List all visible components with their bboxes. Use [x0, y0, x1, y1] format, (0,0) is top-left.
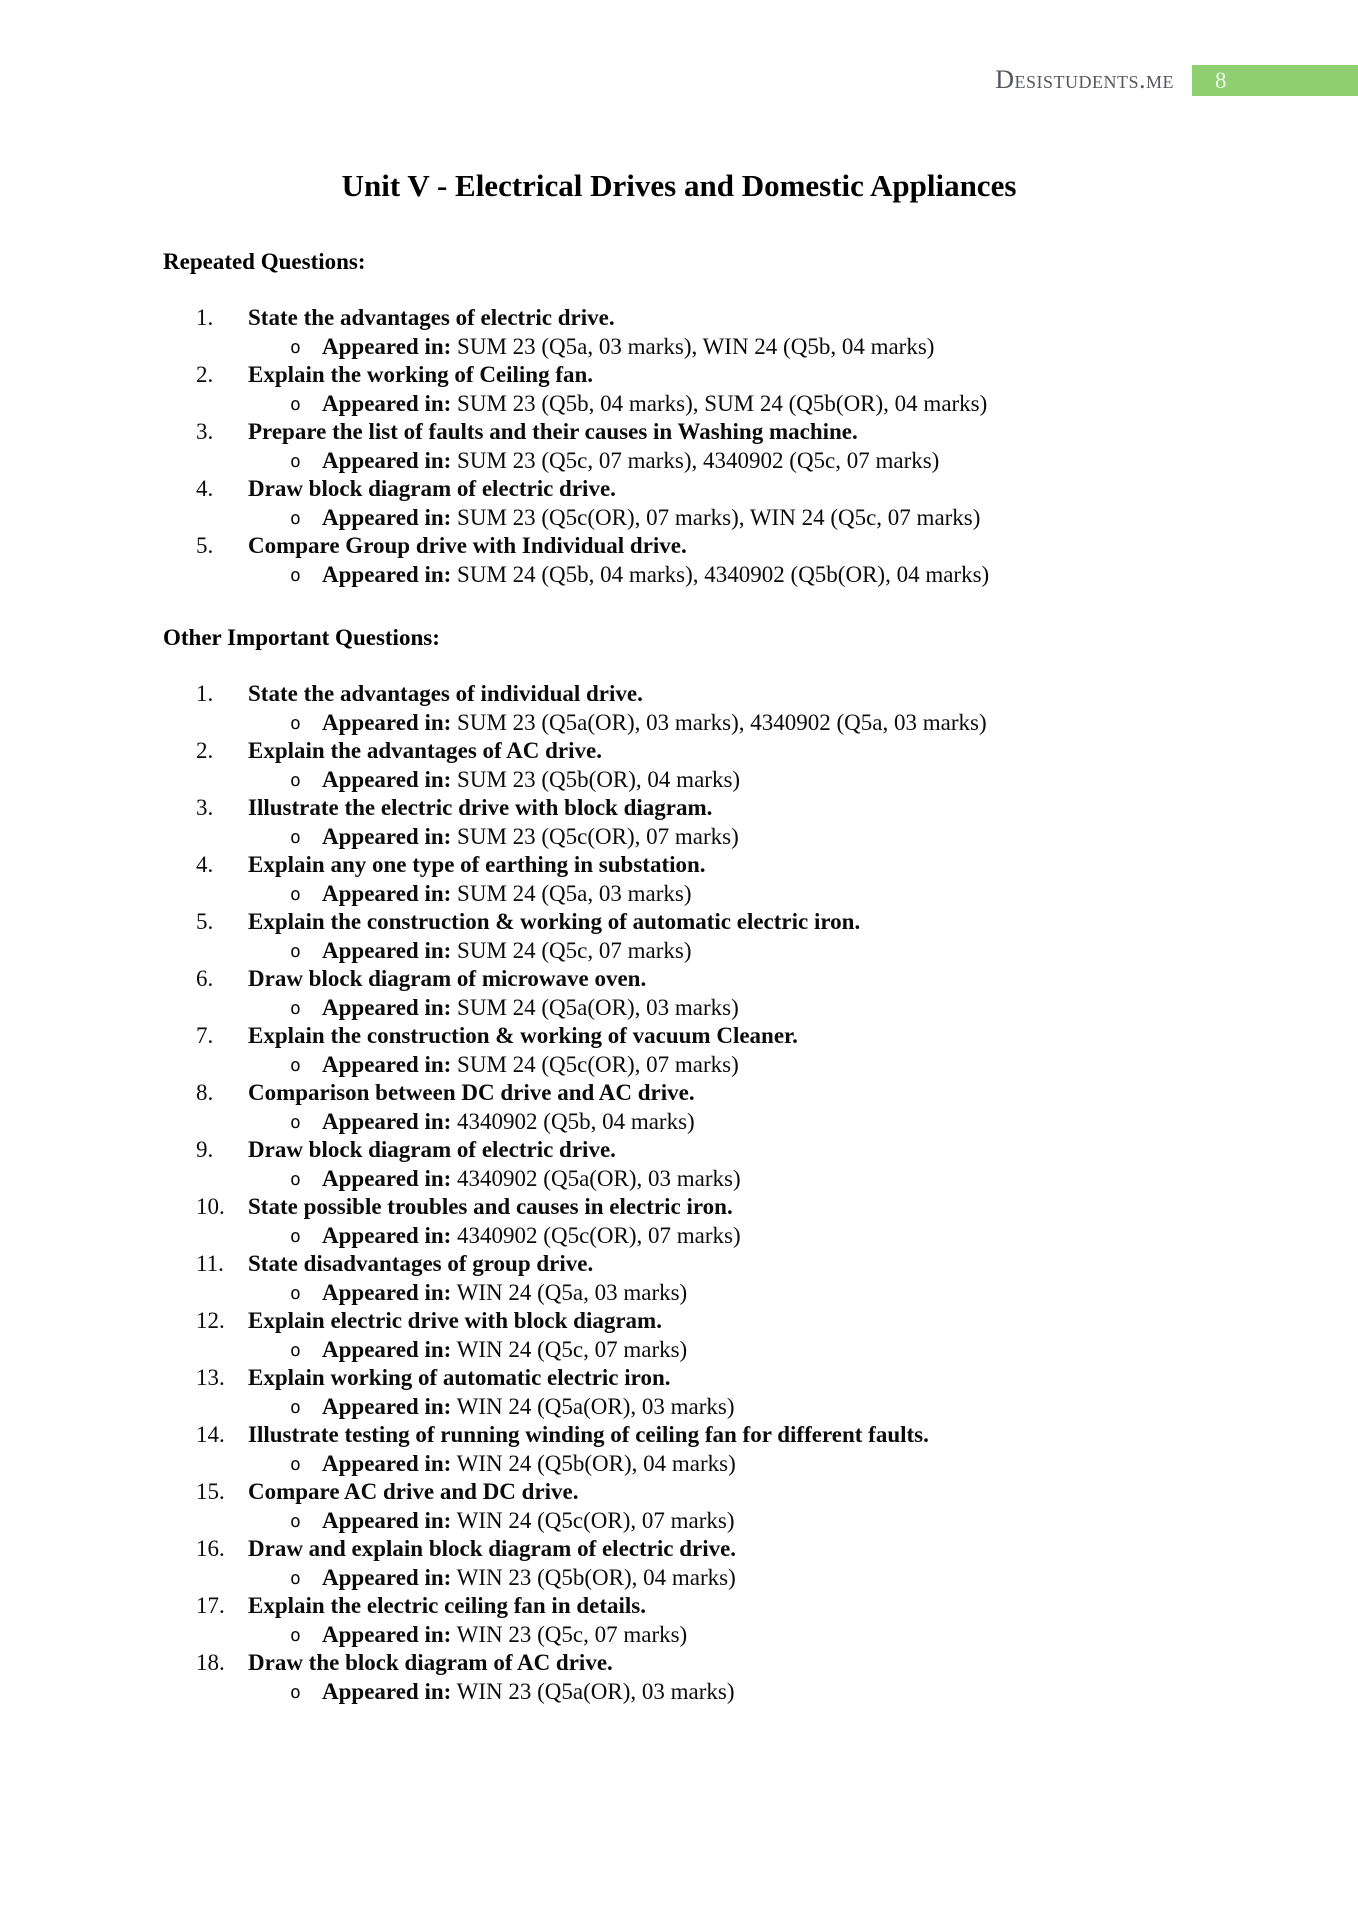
question-line — [196, 1478, 1258, 1507]
appeared-label: Appeared in: — [322, 1393, 452, 1419]
appeared-value: WIN 23 (Q5c, 07 marks) — [456, 1621, 688, 1647]
appeared-value: 4340902 (Q5b, 04 marks) — [457, 1108, 695, 1134]
circle-bullet-icon: o — [290, 826, 301, 848]
appeared-line — [248, 1678, 1258, 1707]
question-item — [196, 475, 1258, 532]
question-number: 12. — [196, 1308, 225, 1333]
question-number: 13. — [196, 1365, 225, 1390]
question-text: Comparison between DC drive and AC drive. — [248, 1080, 695, 1105]
circle-bullet-icon: o — [290, 1282, 301, 1304]
site-name: Desistudents.me — [995, 65, 1174, 94]
question-item — [196, 680, 1258, 737]
appeared-value: SUM 24 (Q5c(OR), 07 marks) — [457, 1051, 739, 1077]
question-number: 14. — [196, 1422, 225, 1447]
appeared-label: Appeared in: — [322, 1336, 452, 1362]
appeared-line — [248, 1051, 1258, 1080]
circle-bullet-icon: o — [290, 564, 301, 586]
appeared-line — [248, 1108, 1258, 1137]
circle-bullet-icon: o — [290, 1567, 301, 1589]
question-item — [196, 1649, 1258, 1706]
question-line — [196, 794, 1258, 823]
question-item — [196, 1307, 1258, 1364]
question-text: Draw the block diagram of AC drive. — [248, 1650, 613, 1675]
question-text: Explain any one type of earthing in substation. — [248, 852, 706, 877]
appeared-value: WIN 24 (Q5c, 07 marks) — [456, 1336, 688, 1362]
appeared-label: Appeared in: — [322, 1564, 452, 1590]
question-text: State possible troubles and causes in electric iron. — [248, 1194, 733, 1219]
circle-bullet-icon: o — [290, 1225, 301, 1247]
question-number: 4. — [196, 476, 214, 501]
question-line — [196, 1250, 1258, 1279]
appeared-value: SUM 24 (Q5c, 07 marks) — [457, 937, 692, 963]
appeared-line — [248, 709, 1258, 738]
question-number: 7. — [196, 1023, 214, 1048]
question-item — [196, 908, 1258, 965]
question-number: 16. — [196, 1536, 225, 1561]
circle-bullet-icon: o — [290, 997, 301, 1019]
question-item — [196, 1364, 1258, 1421]
question-line — [196, 680, 1258, 709]
page-number-badge — [1192, 65, 1358, 96]
question-list — [163, 680, 1258, 1706]
question-number: 10. — [196, 1194, 225, 1219]
appeared-label: Appeared in: — [322, 504, 452, 530]
appeared-line — [248, 390, 1258, 419]
question-item — [196, 1421, 1258, 1478]
question-text: Explain the construction & working of automatic electric iron. — [248, 909, 861, 934]
question-text: Explain the working of Ceiling fan. — [248, 362, 594, 387]
question-number: 5. — [196, 533, 214, 558]
circle-bullet-icon: o — [290, 940, 301, 962]
appeared-value: SUM 23 (Q5b, 04 marks), SUM 24 (Q5b(OR), 04 marks) — [457, 390, 988, 416]
appeared-line — [248, 880, 1258, 909]
appeared-value: SUM 23 (Q5a, 03 marks), WIN 24 (Q5b, 04 marks) — [457, 333, 935, 359]
page-header — [995, 63, 1358, 97]
question-number: 5. — [196, 909, 214, 934]
question-item — [196, 418, 1258, 475]
appeared-label: Appeared in: — [322, 561, 452, 587]
appeared-value: SUM 23 (Q5a(OR), 03 marks), 4340902 (Q5a, 03 marks) — [457, 709, 987, 735]
question-item — [196, 532, 1258, 589]
question-section — [163, 623, 1258, 1706]
question-number: 3. — [196, 795, 214, 820]
question-text: Illustrate testing of running winding of ceiling fan for different faults. — [248, 1422, 929, 1447]
question-line — [196, 1079, 1258, 1108]
question-text: State disadvantages of group drive. — [248, 1251, 594, 1276]
appeared-label: Appeared in: — [322, 1108, 452, 1134]
appeared-label: Appeared in: — [322, 447, 452, 473]
appeared-line — [248, 766, 1258, 795]
question-text: Illustrate the electric drive with block diagram. — [248, 795, 713, 820]
appeared-value: WIN 24 (Q5b(OR), 04 marks) — [456, 1450, 736, 1476]
appeared-value: SUM 24 (Q5a, 03 marks) — [457, 880, 692, 906]
appeared-line — [248, 333, 1258, 362]
appeared-line — [248, 561, 1258, 590]
appeared-label: Appeared in: — [322, 1222, 452, 1248]
question-line — [196, 737, 1258, 766]
appeared-line — [248, 1165, 1258, 1194]
question-text: Draw block diagram of electric drive. — [248, 476, 616, 501]
circle-bullet-icon: o — [290, 1510, 301, 1532]
appeared-line — [248, 1336, 1258, 1365]
circle-bullet-icon: o — [290, 1054, 301, 1076]
question-number: 11. — [196, 1251, 224, 1276]
circle-bullet-icon: o — [290, 1681, 301, 1703]
question-line — [196, 908, 1258, 937]
circle-bullet-icon: o — [290, 883, 301, 905]
question-number: 9. — [196, 1137, 214, 1162]
appeared-label: Appeared in: — [322, 709, 452, 735]
appeared-value: WIN 23 (Q5a(OR), 03 marks) — [456, 1678, 735, 1704]
question-number: 1. — [196, 305, 214, 330]
appeared-line — [248, 1450, 1258, 1479]
circle-bullet-icon: o — [290, 1168, 301, 1190]
question-item — [196, 1079, 1258, 1136]
circle-bullet-icon: o — [290, 1396, 301, 1418]
question-item — [196, 1136, 1258, 1193]
appeared-label: Appeared in: — [322, 1621, 452, 1647]
appeared-label: Appeared in: — [322, 1450, 452, 1476]
appeared-label: Appeared in: — [322, 937, 452, 963]
circle-bullet-icon: o — [290, 1111, 301, 1133]
appeared-value: SUM 24 (Q5a(OR), 03 marks) — [457, 994, 739, 1020]
appeared-line — [248, 1621, 1258, 1650]
appeared-label: Appeared in: — [322, 1678, 452, 1704]
appeared-line — [248, 1564, 1258, 1593]
question-line — [196, 1193, 1258, 1222]
appeared-line — [248, 994, 1258, 1023]
question-number: 6. — [196, 966, 214, 991]
question-item — [196, 851, 1258, 908]
question-line — [196, 1022, 1258, 1051]
appeared-label: Appeared in: — [322, 994, 452, 1020]
page-title: Unit V - Electrical Drives and Domestic Appliances — [341, 168, 1017, 203]
circle-bullet-icon: o — [290, 769, 301, 791]
question-number: 2. — [196, 738, 214, 763]
circle-bullet-icon: o — [290, 1339, 301, 1361]
question-text: State the advantages of individual drive. — [248, 681, 643, 706]
question-item — [196, 794, 1258, 851]
appeared-line — [248, 823, 1258, 852]
question-list — [163, 304, 1258, 589]
question-number: 8. — [196, 1080, 214, 1105]
question-text: Compare AC drive and DC drive. — [248, 1479, 579, 1504]
question-text: State the advantages of electric drive. — [248, 305, 615, 330]
question-line — [196, 851, 1258, 880]
question-text: Compare Group drive with Individual drive. — [248, 533, 687, 558]
appeared-value: 4340902 (Q5c(OR), 07 marks) — [457, 1222, 741, 1248]
circle-bullet-icon: o — [290, 712, 301, 734]
question-item — [196, 304, 1258, 361]
appeared-line — [248, 1279, 1258, 1308]
appeared-value: SUM 23 (Q5c(OR), 07 marks) — [457, 823, 739, 849]
appeared-value: SUM 24 (Q5b, 04 marks), 4340902 (Q5b(OR), 04 marks) — [457, 561, 990, 587]
appeared-line — [248, 1507, 1258, 1536]
question-section — [163, 247, 1258, 589]
circle-bullet-icon: o — [290, 1624, 301, 1646]
appeared-line — [248, 1393, 1258, 1422]
question-text: Draw and explain block diagram of electric drive. — [248, 1536, 737, 1561]
appeared-label: Appeared in: — [322, 1165, 452, 1191]
question-item — [196, 737, 1258, 794]
circle-bullet-icon: o — [290, 450, 301, 472]
question-number: 18. — [196, 1650, 225, 1675]
question-text: Explain the construction & working of vacuum Cleaner. — [248, 1023, 798, 1048]
appeared-line — [248, 447, 1258, 476]
question-text: Draw block diagram of microwave oven. — [248, 966, 647, 991]
question-text: Draw block diagram of electric drive. — [248, 1137, 616, 1162]
appeared-label: Appeared in: — [322, 1051, 452, 1077]
question-line — [196, 475, 1258, 504]
question-line — [196, 965, 1258, 994]
question-line — [196, 1136, 1258, 1165]
appeared-value: SUM 23 (Q5b(OR), 04 marks) — [457, 766, 741, 792]
circle-bullet-icon: o — [290, 336, 301, 358]
question-item — [196, 965, 1258, 1022]
question-number: 1. — [196, 681, 214, 706]
appeared-label: Appeared in: — [322, 333, 452, 359]
question-line — [196, 1421, 1258, 1450]
question-item — [196, 1478, 1258, 1535]
appeared-label: Appeared in: — [322, 823, 452, 849]
appeared-label: Appeared in: — [322, 880, 452, 906]
appeared-value: SUM 23 (Q5c, 07 marks), 4340902 (Q5c, 07 marks) — [457, 447, 940, 473]
appeared-label: Appeared in: — [322, 1507, 452, 1533]
appeared-line — [248, 937, 1258, 966]
question-line — [196, 361, 1258, 390]
appeared-value: WIN 24 (Q5a, 03 marks) — [456, 1279, 688, 1305]
question-item — [196, 1592, 1258, 1649]
appeared-label: Appeared in: — [322, 766, 452, 792]
question-line — [196, 1535, 1258, 1564]
section-heading: Other Important Questions: — [163, 625, 440, 650]
question-number: 17. — [196, 1593, 225, 1618]
question-text: Prepare the list of faults and their causes in Washing machine. — [248, 419, 858, 444]
question-number: 4. — [196, 852, 214, 877]
question-item — [196, 1535, 1258, 1592]
question-line — [196, 532, 1258, 561]
appeared-value: WIN 24 (Q5a(OR), 03 marks) — [456, 1393, 735, 1419]
question-text: Explain the electric ceiling fan in details. — [248, 1593, 646, 1618]
question-text: Explain the advantages of AC drive. — [248, 738, 602, 763]
question-line — [196, 1307, 1258, 1336]
page-number: 8 — [1215, 67, 1227, 93]
appeared-value: SUM 23 (Q5c(OR), 07 marks), WIN 24 (Q5c, 07 marks) — [457, 504, 981, 530]
question-number: 3. — [196, 419, 214, 444]
question-item — [196, 1250, 1258, 1307]
question-item — [196, 1022, 1258, 1079]
question-line — [196, 418, 1258, 447]
question-text: Explain working of automatic electric iron. — [248, 1365, 671, 1390]
question-item — [196, 1193, 1258, 1250]
appeared-line — [248, 504, 1258, 533]
question-line — [196, 1364, 1258, 1393]
circle-bullet-icon: o — [290, 507, 301, 529]
appeared-value: 4340902 (Q5a(OR), 03 marks) — [457, 1165, 741, 1191]
circle-bullet-icon: o — [290, 1453, 301, 1475]
appeared-line — [248, 1222, 1258, 1251]
question-text: Explain electric drive with block diagram. — [248, 1308, 662, 1333]
appeared-label: Appeared in: — [322, 390, 452, 416]
question-item — [196, 361, 1258, 418]
sections-container — [163, 247, 1258, 1706]
circle-bullet-icon: o — [290, 393, 301, 415]
question-number: 2. — [196, 362, 214, 387]
appeared-value: WIN 23 (Q5b(OR), 04 marks) — [456, 1564, 736, 1590]
question-line — [196, 1592, 1258, 1621]
question-line — [196, 304, 1258, 333]
question-number: 15. — [196, 1479, 225, 1504]
appeared-label: Appeared in: — [322, 1279, 452, 1305]
section-heading: Repeated Questions: — [163, 249, 366, 274]
appeared-value: WIN 24 (Q5c(OR), 07 marks) — [456, 1507, 735, 1533]
question-line — [196, 1649, 1258, 1678]
